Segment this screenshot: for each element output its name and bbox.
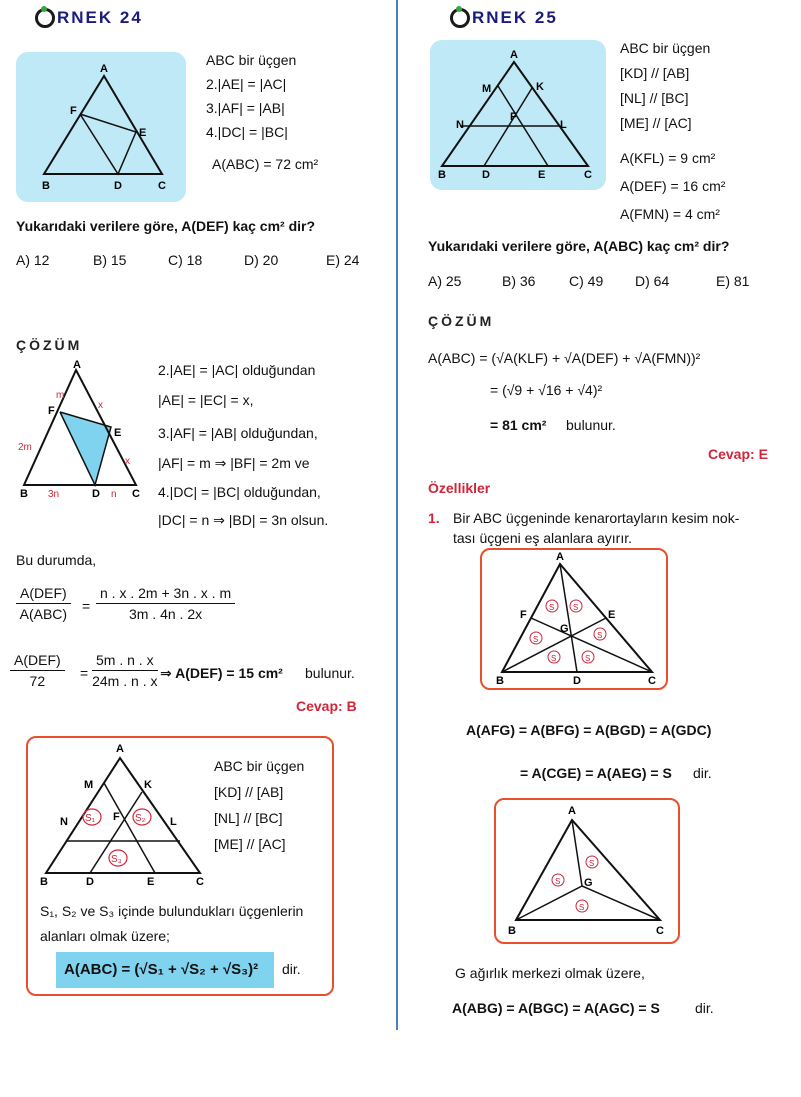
label-m: M <box>84 779 94 791</box>
example-25-header: RNEK 25 <box>450 8 558 28</box>
ornek-logo-icon <box>35 8 55 28</box>
fraction-1-lhs: A(DEF) A(ABC) <box>16 585 71 622</box>
label-s: S <box>551 654 557 663</box>
ex24-option-b[interactable]: B) 15 <box>93 252 127 268</box>
box-given-2: [KD] // [AB] <box>214 784 284 800</box>
label-s: S <box>533 635 539 644</box>
label-a: A <box>556 551 564 563</box>
column-divider <box>396 0 398 1030</box>
label-f: F <box>48 405 55 417</box>
label-c: C <box>158 180 166 192</box>
box-formula-tail: dir. <box>282 961 301 977</box>
label-b: B <box>42 180 50 192</box>
box-note-2: alanları olmak üzere; <box>40 928 170 944</box>
label-a: A <box>100 63 108 75</box>
properties-title: Özellikler <box>428 480 491 496</box>
label-s: S <box>549 603 555 612</box>
label-x-lower: x <box>125 456 130 467</box>
label-n: N <box>456 119 464 131</box>
label-b: B <box>20 488 28 500</box>
equals-sign-1: = <box>82 598 91 614</box>
label-a: A <box>116 743 124 755</box>
ex24-triangle-figure <box>16 52 186 202</box>
label-3n: 3n <box>48 489 60 500</box>
label-n: N <box>60 816 68 828</box>
label-e: E <box>538 169 546 181</box>
ex25-given-def: A(DEF) = 16 cm² <box>620 178 726 194</box>
ex25-given-fmn: A(FMN) = 4 cm² <box>620 206 720 222</box>
ornek-logo-icon <box>450 8 470 28</box>
label-a: A <box>568 805 576 817</box>
box-given-3: [NL] // [BC] <box>214 810 283 826</box>
solution-25-title: ÇÖZÜM <box>428 313 495 329</box>
sol25-line-1: A(ABC) = (√A(KLF) + √A(DEF) + √A(FMN))² <box>428 350 701 366</box>
sol24-line-1: 2.|AE| = |AC| olduğundan <box>158 362 316 378</box>
label-b: B <box>508 925 516 937</box>
ex25-given-4: [ME] // [AC] <box>620 115 692 131</box>
ex25-option-b[interactable]: B) 36 <box>502 273 536 289</box>
sol24-line-5: 4.|DC| = |BC| olduğundan, <box>158 484 321 500</box>
example-24-header: RNEK 24 <box>35 8 143 28</box>
box-note-1: S₁, S₂ ve S₃ içinde bulundukları üçgenlerin <box>40 903 304 919</box>
label-d: D <box>482 169 490 181</box>
solution-24-title: ÇÖZÜM <box>16 337 83 353</box>
label-e: E <box>114 427 122 439</box>
label-d: D <box>86 876 94 888</box>
property-number: 1. <box>428 510 440 526</box>
property-eq-2: = A(CGE) = A(AEG) = S <box>520 765 672 781</box>
label-e: E <box>139 127 147 139</box>
fraction-1-rhs: $\frac{n . x . 2m + 3n . x . m}{3m . 4n . 2x}$ <box>96 585 235 622</box>
ex24-given-1: ABC bir üçgen <box>206 52 297 68</box>
ex24-given-4: 4.|DC| = |BC| <box>206 124 288 140</box>
label-2m: 2m <box>18 442 32 453</box>
label-f: F <box>510 111 517 123</box>
ex25-given-1: ABC bir üçgen <box>620 40 711 56</box>
label-m: m <box>56 390 65 401</box>
label-x-upper: x <box>98 400 103 411</box>
label-s3: S₃ <box>111 854 122 865</box>
sol24-result: ⇒ A(DEF) = 15 cm² <box>160 665 283 681</box>
sol25-answer: Cevap: E <box>708 446 768 462</box>
label-d: D <box>114 180 122 192</box>
label-c: C <box>656 925 664 937</box>
label-s: S <box>579 903 585 912</box>
centroid-note: G ağırlık merkezi olmak üzere, <box>455 965 645 981</box>
label-s: S <box>573 603 579 612</box>
fraction-2-rhs: $\frac{5m . n . x}{24m . n . x}$ <box>92 652 158 689</box>
sol24-triangle-figure <box>14 360 144 500</box>
property-triangle-figure <box>34 740 209 890</box>
label-d: D <box>92 488 100 500</box>
ex24-option-e[interactable]: E) 24 <box>326 252 360 268</box>
label-e: E <box>147 876 155 888</box>
ex25-option-c[interactable]: C) 49 <box>569 273 604 289</box>
label-f: F <box>520 609 527 621</box>
label-c: C <box>648 675 656 687</box>
sol24-line-2: |AE| = |EC| = x, <box>158 392 254 408</box>
ex24-given-3: 3.|AF| = |AB| <box>206 100 285 116</box>
ex25-given-3: [NL] // [BC] <box>620 90 689 106</box>
box-given-4: [ME] // [AC] <box>214 836 286 852</box>
equals-sign-2: = <box>80 665 89 681</box>
sol25-line-3: = 81 cm² <box>490 417 547 433</box>
box-given-1: ABC bir üçgen <box>214 758 305 774</box>
centroid-triangle-figure <box>494 798 680 944</box>
label-c: C <box>584 169 592 181</box>
ex25-given-kfl: A(KFL) = 9 cm² <box>620 150 716 166</box>
label-n: n <box>111 489 117 500</box>
label-l: L <box>170 816 177 828</box>
sol24-bu-durumda: Bu durumda, <box>16 552 97 568</box>
label-l: L <box>560 119 567 131</box>
label-c: C <box>196 876 204 888</box>
label-g: G <box>560 623 569 635</box>
ex25-option-a[interactable]: A) 25 <box>428 273 462 289</box>
ex24-given-area: A(ABC) = 72 cm² <box>212 156 319 172</box>
label-s1: S₁ <box>85 813 96 824</box>
sol24-line-6: |DC| = n ⇒ |BD| = 3n olsun. <box>158 512 329 528</box>
box-formula: A(ABC) = (√S₁ + √S₂ + √S₃)² <box>64 961 259 978</box>
label-c: C <box>132 488 140 500</box>
ex24-option-d[interactable]: D) 20 <box>244 252 279 268</box>
label-d: D <box>573 675 581 687</box>
label-f: F <box>113 811 120 823</box>
sol24-line-4: |AF| = m ⇒ |BF| = 2m ve <box>158 455 310 471</box>
ex25-option-e[interactable]: E) 81 <box>716 273 750 289</box>
label-s: S <box>585 654 591 663</box>
property-eq-1: A(AFG) = A(BFG) = A(BGD) = A(GDC) <box>466 722 712 738</box>
ex24-question: Yukarıdaki verilere göre, A(DEF) kaç cm² dir? <box>16 218 316 234</box>
label-a: A <box>510 49 518 61</box>
label-e: E <box>608 609 616 621</box>
label-s: S <box>589 859 595 868</box>
property-text-2: tası üçgeni eş alanlara ayırır. <box>453 530 632 546</box>
label-a: A <box>73 359 81 371</box>
label-b: B <box>40 876 48 888</box>
label-s: S <box>555 877 561 886</box>
property-text-1: Bir ABC üçgeninde kenarortayların kesim nok- <box>453 510 740 526</box>
label-b: B <box>496 675 504 687</box>
label-m: M <box>482 83 492 95</box>
ex25-question: Yukarıdaki verilere göre, A(ABC) kaç cm² dir? <box>428 238 730 254</box>
sol25-line-2: = (√9 + √16 + √4)² <box>490 382 603 398</box>
fraction-2-lhs: A(DEF) 72 <box>10 652 65 689</box>
label-s: S <box>597 631 603 640</box>
property-eq-3: A(ABG) = A(BGC) = A(AGC) = S <box>452 1000 660 1016</box>
median-triangle-figure <box>480 548 668 690</box>
sol25-line-3-tail: bulunur. <box>566 417 616 433</box>
ex24-option-c[interactable]: C) 18 <box>168 252 203 268</box>
ex24-given-2: 2.|AE| = |AC| <box>206 76 287 92</box>
sol24-answer: Cevap: B <box>296 698 357 714</box>
label-g: G <box>584 877 593 889</box>
ex24-option-a[interactable]: A) 12 <box>16 252 50 268</box>
label-b: B <box>438 169 446 181</box>
sol24-line-3: 3.|AF| = |AB| olduğundan, <box>158 425 318 441</box>
property-eq-2-tail: dir. <box>693 765 712 781</box>
label-s2: S₂ <box>135 813 146 824</box>
sol24-result-tail: bulunur. <box>305 665 355 681</box>
ex25-option-d[interactable]: D) 64 <box>635 273 670 289</box>
ex25-triangle-figure <box>430 40 606 190</box>
ex25-given-2: [KD] // [AB] <box>620 65 690 81</box>
label-f: F <box>70 105 77 117</box>
property-eq-3-tail: dir. <box>695 1000 714 1016</box>
label-k: K <box>536 81 544 93</box>
label-k: K <box>144 779 152 791</box>
